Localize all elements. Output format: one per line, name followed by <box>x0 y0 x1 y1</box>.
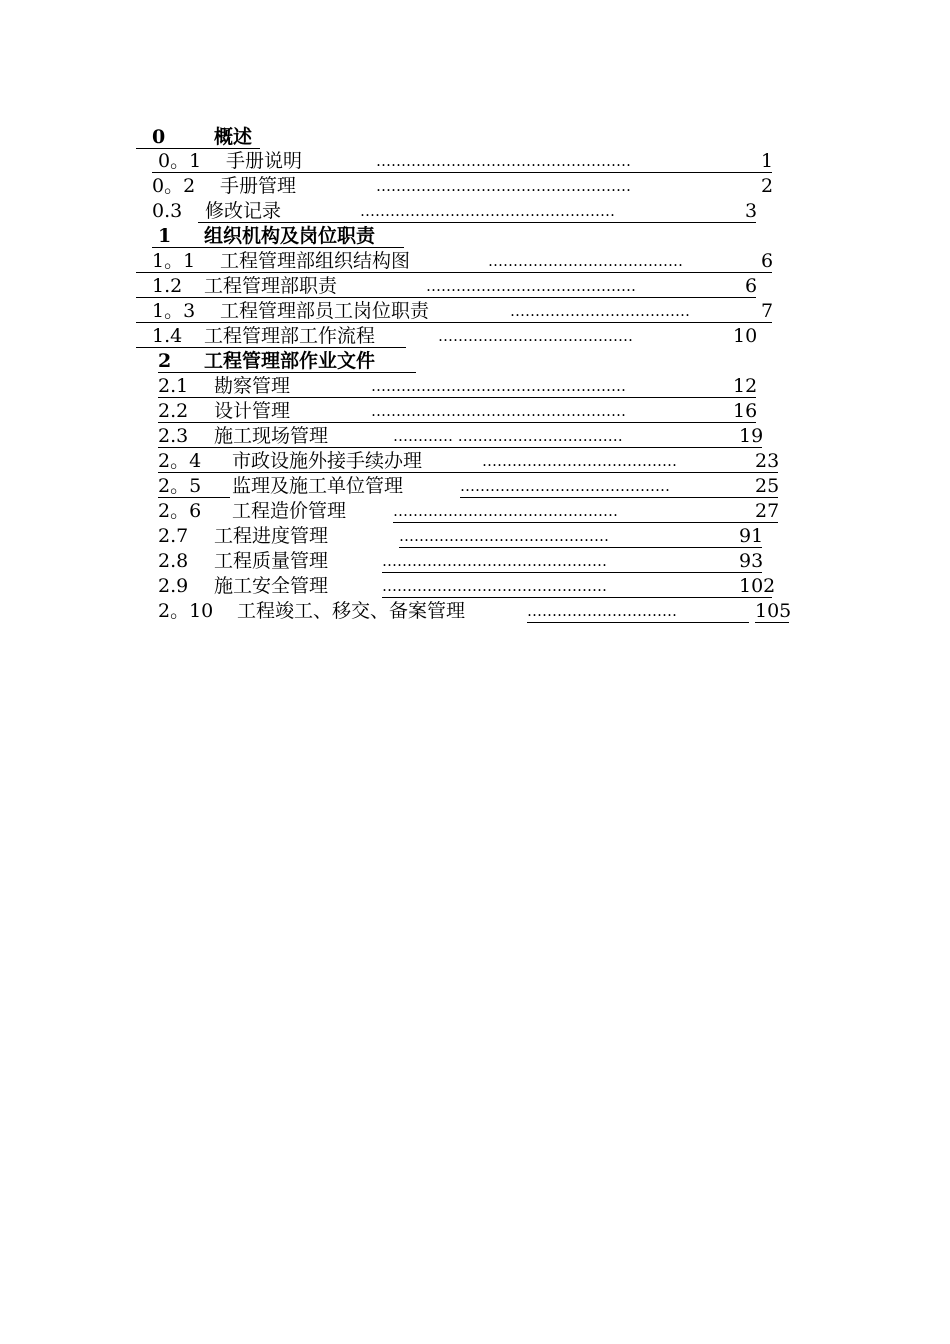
toc-title: 组织机构及岗位职责 <box>204 225 376 247</box>
toc-dots: ………………………………… <box>482 452 677 470</box>
underline <box>158 422 756 423</box>
toc-page-number: 27 <box>755 500 780 522</box>
toc-page-number: 91 <box>739 525 764 547</box>
toc-entry-0-1[interactable] <box>0 149 950 173</box>
toc-entry-2-2[interactable] <box>0 399 950 423</box>
toc-entry-2-1[interactable] <box>0 374 950 398</box>
toc-number: 2 <box>158 350 172 372</box>
underline <box>399 547 762 548</box>
underline <box>136 297 756 298</box>
toc-dots: …………………………………………… <box>360 202 615 220</box>
toc-heading-0[interactable] <box>0 125 950 149</box>
toc-number: 0.3 <box>152 200 183 222</box>
toc-page-number: 102 <box>739 575 776 597</box>
toc-number: 2。4 <box>158 450 202 472</box>
toc-dots: …………………………………………… <box>376 152 631 170</box>
toc-title: 市政设施外接手续办理 <box>232 450 423 472</box>
toc-entry-2-8[interactable] <box>0 549 950 573</box>
toc-entry-2-6[interactable] <box>0 499 950 523</box>
underline <box>152 247 404 248</box>
toc-page-number: 25 <box>755 475 780 497</box>
underline <box>527 622 749 623</box>
toc-dots: ……………………………………… <box>382 552 607 570</box>
toc-title: 工程管理部作业文件 <box>204 350 376 372</box>
toc-heading-2[interactable] <box>0 349 950 373</box>
toc-entry-2-4[interactable] <box>0 449 950 473</box>
toc-number: 2.3 <box>158 425 189 447</box>
underline <box>755 622 789 623</box>
toc-number: 2.9 <box>158 575 189 597</box>
toc-number: 1。3 <box>152 300 196 322</box>
toc-entry-2-10[interactable] <box>0 599 950 623</box>
toc-number: 0 <box>152 126 166 148</box>
toc-dots: …………………………………… <box>460 477 670 495</box>
underline <box>136 322 772 323</box>
toc-dots: …………………………………… <box>399 527 609 545</box>
toc-title: 监理及施工单位管理 <box>232 475 404 497</box>
toc-title: 工程管理部员工岗位职责 <box>220 300 430 322</box>
toc-title: 工程竣工、移交、备案管理 <box>237 600 466 622</box>
toc-entry-1-1[interactable] <box>0 249 950 273</box>
toc-dots: ………………………………… <box>488 252 683 270</box>
toc-page-number: 6 <box>761 250 774 272</box>
toc-title: 修改记录 <box>205 200 282 222</box>
toc-number: 1 <box>158 225 172 247</box>
toc-dots: …………………………………… <box>426 277 636 295</box>
toc-number: 1。1 <box>152 250 196 272</box>
toc-dots: ………………………………… <box>438 327 633 345</box>
toc-title: 工程造价管理 <box>232 500 347 522</box>
toc-title: 手册说明 <box>226 150 303 172</box>
toc-page-number: 2 <box>761 175 774 197</box>
underline <box>393 522 778 523</box>
underline <box>382 572 762 573</box>
toc-number: 2.7 <box>158 525 189 547</box>
toc-title: 施工安全管理 <box>214 575 329 597</box>
underline <box>158 472 778 473</box>
toc-number: 2.2 <box>158 400 189 422</box>
toc-title: 施工现场管理 <box>214 425 329 447</box>
underline <box>198 222 756 223</box>
toc-title: 手册管理 <box>220 175 297 197</box>
toc-entry-1-4[interactable] <box>0 324 950 348</box>
toc-entry-2-3[interactable] <box>0 424 950 448</box>
toc-dots: …………………………………………… <box>371 402 626 420</box>
underline <box>158 447 762 448</box>
toc-number: 0。1 <box>158 150 202 172</box>
toc-title: 勘察管理 <box>214 375 291 397</box>
toc-entry-0-2[interactable] <box>0 174 950 198</box>
underline <box>460 497 778 498</box>
toc-entry-2-9[interactable] <box>0 574 950 598</box>
toc-page-number: 10 <box>733 325 758 347</box>
toc-number: 2。6 <box>158 500 202 522</box>
toc-page-number: 7 <box>761 300 774 322</box>
toc-title: 工程管理部职责 <box>204 275 338 297</box>
toc-dots: ……………………………………… <box>393 502 618 520</box>
toc-number: 2。5 <box>158 475 202 497</box>
underline <box>382 597 772 598</box>
toc-number: 0。2 <box>152 175 196 197</box>
toc-dots: ………… …………………………… <box>393 427 623 445</box>
toc-heading-1[interactable] <box>0 224 950 248</box>
toc-title: 工程进度管理 <box>214 525 329 547</box>
toc-page-number: 3 <box>745 200 758 222</box>
toc-entry-2-7[interactable] <box>0 524 950 548</box>
toc-number: 1.4 <box>152 325 183 347</box>
toc-entry-1-2[interactable] <box>0 274 950 298</box>
toc-page-number: 23 <box>755 450 780 472</box>
toc-entry-0-3[interactable] <box>0 199 950 223</box>
toc-dots: ……………………………………… <box>382 577 607 595</box>
toc-number: 2.1 <box>158 375 189 397</box>
toc-title: 工程管理部组织结构图 <box>220 250 411 272</box>
toc-page-number: 19 <box>739 425 764 447</box>
underline <box>136 347 406 348</box>
underline <box>158 372 416 373</box>
toc-entry-2-5[interactable] <box>0 474 950 498</box>
toc-page-number: 12 <box>733 375 758 397</box>
toc-title: 工程质量管理 <box>214 550 329 572</box>
toc-title: 设计管理 <box>214 400 291 422</box>
toc-dots: ……………………………… <box>510 302 690 320</box>
toc-page-number: 6 <box>745 275 758 297</box>
toc-dots: ………………………… <box>527 602 677 620</box>
toc-title: 概述 <box>214 126 253 148</box>
toc-number: 2.8 <box>158 550 189 572</box>
toc-entry-1-3[interactable] <box>0 299 950 323</box>
toc-page-number: 105 <box>755 600 792 622</box>
underline <box>136 272 772 273</box>
underline <box>152 172 772 173</box>
underline <box>158 497 230 498</box>
toc-dots: …………………………………………… <box>376 177 631 195</box>
toc-page-number: 93 <box>739 550 764 572</box>
underline <box>158 397 756 398</box>
toc-title: 工程管理部工作流程 <box>204 325 376 347</box>
toc-dots: …………………………………………… <box>371 377 626 395</box>
toc-number: 1.2 <box>152 275 183 297</box>
toc-page-number: 16 <box>733 400 758 422</box>
toc-number: 2。10 <box>158 600 214 622</box>
toc-page-number: 1 <box>761 150 774 172</box>
